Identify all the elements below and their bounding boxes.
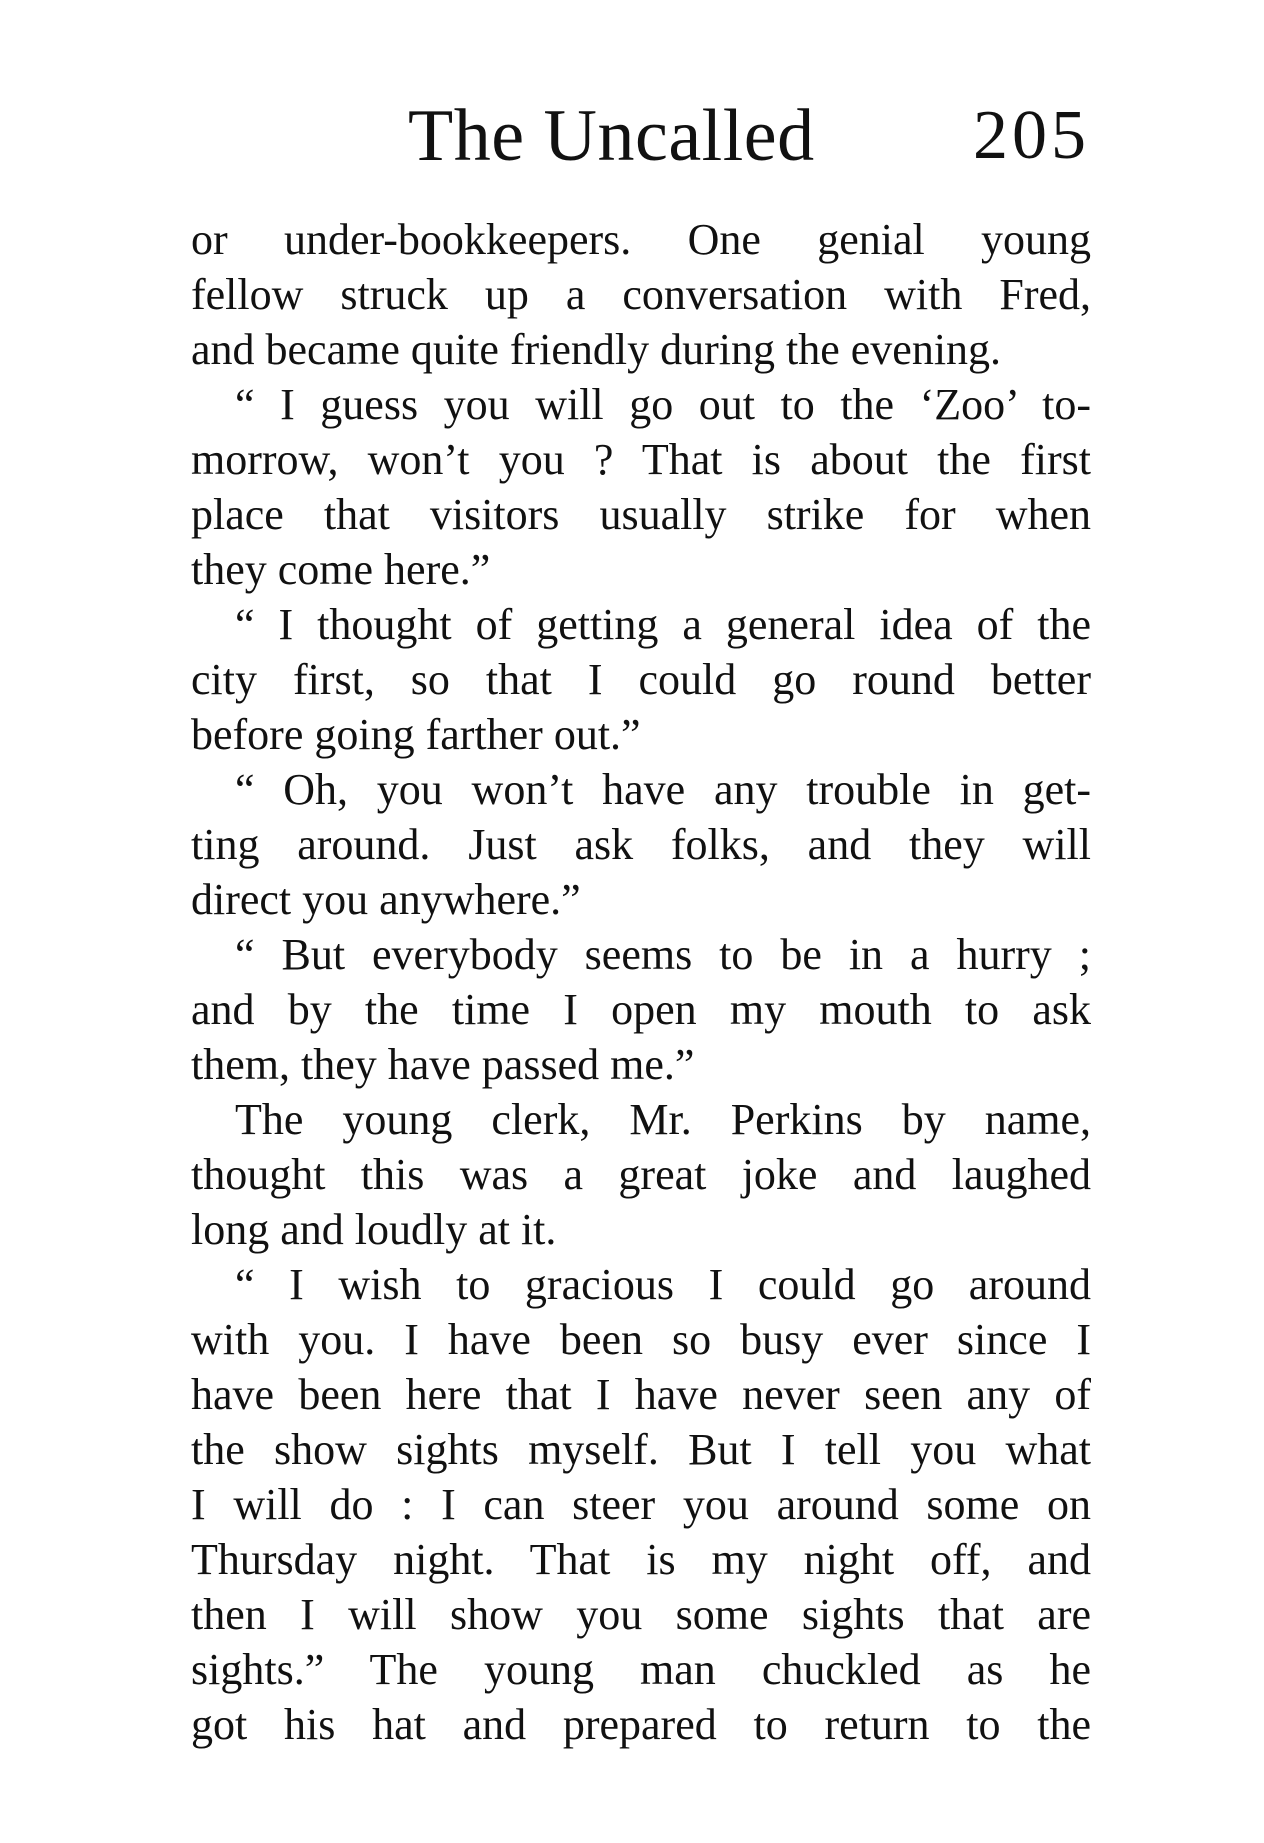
text-line: thought this was a great joke and laughed	[191, 1150, 1091, 1199]
text-line: “ I wish to gracious I could go around	[235, 1260, 1091, 1309]
text-line: they come here.”	[191, 545, 491, 594]
text-line: I will do : I can steer you around some on	[191, 1480, 1091, 1529]
text-line: then I will show you some sights that are	[191, 1590, 1091, 1639]
text-line: “ But everybody seems to be in a hurry ;	[235, 930, 1091, 979]
text-line: fellow struck up a conversation with Fred,	[191, 270, 1091, 319]
page-number: 205	[973, 97, 1090, 174]
text-line: place that visitors usually strike for when	[191, 490, 1091, 539]
text-line: with you. I have been so busy ever since I	[191, 1315, 1091, 1364]
text-line: “ I thought of getting a general idea of the	[235, 600, 1091, 649]
text-line: ting around. Just ask folks, and they will	[191, 820, 1091, 869]
text-line: got his hat and prepared to return to the	[191, 1700, 1091, 1749]
text-line: and by the time I open my mouth to ask	[191, 985, 1091, 1034]
text-line: and became quite friendly during the evening.	[191, 325, 1002, 374]
text-line: city first, so that I could go round better	[191, 655, 1091, 704]
text-line: Thursday night. That is my night off, and	[191, 1535, 1091, 1584]
text-line: “ Oh, you won’t have any trouble in get-	[235, 765, 1091, 814]
text-line: or under-bookkeepers. One genial young	[191, 215, 1091, 264]
running-head-title: The Uncalled	[408, 95, 815, 177]
body-text	[191, 212, 1091, 1752]
text-line: before going farther out.”	[191, 710, 641, 759]
text-line: direct you anywhere.”	[191, 875, 581, 924]
text-line: them, they have passed me.”	[191, 1040, 695, 1089]
text-line: The young clerk, Mr. Perkins by name,	[235, 1095, 1091, 1144]
text-line: morrow, won’t you ? That is about the first	[191, 435, 1091, 484]
text-line: long and loudly at it.	[191, 1205, 557, 1254]
running-head	[190, 96, 1090, 176]
text-line: have been here that I have never seen any of	[191, 1370, 1091, 1419]
text-line: the show sights myself. But I tell you what	[191, 1425, 1091, 1474]
text-line: sights.” The young man chuckled as he	[191, 1645, 1091, 1694]
text-line: “ I guess you will go out to the ‘Zoo’ to-	[235, 380, 1091, 429]
